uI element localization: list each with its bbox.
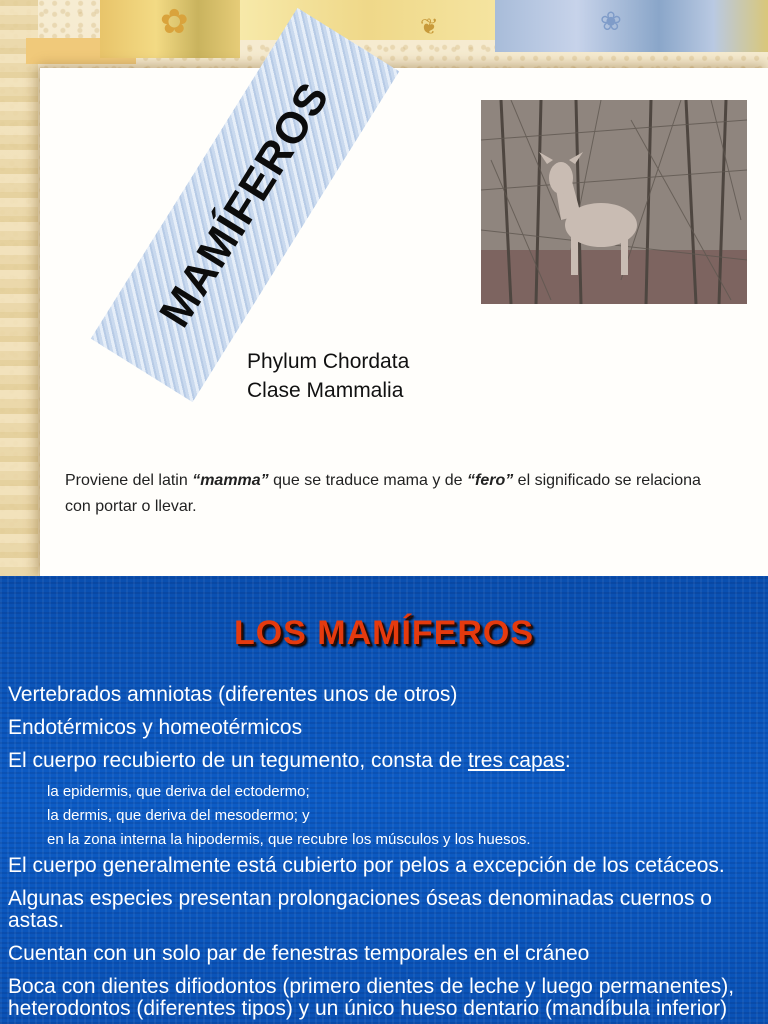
taxonomy-block [247, 347, 409, 405]
paper-border-decoration [0, 0, 38, 576]
bullet-item-skin [8, 750, 763, 772]
bullet-list [8, 684, 763, 1024]
bullet-text: El cuerpo recubierto de un tegumento, consta de [8, 749, 468, 772]
bullet-item: Cuentan con un solo par de fenestras temporales en el cráneo [8, 942, 590, 965]
bullet-item: El cuerpo generalmente está cubierto por pelos a excepción de los cetáceos. [8, 854, 725, 877]
phylum-label: Phylum Chordata [247, 350, 410, 373]
bullet-item: Endotérmicos y homeotérmicos [8, 716, 303, 739]
slide-title: MAMÍFEROS [150, 73, 339, 336]
etymology-part: Proviene del latin [65, 472, 193, 489]
leaf-icon: ✿ [160, 3, 189, 41]
slide-heading: LOS MAMÍFEROS [233, 614, 535, 652]
bullet-item: Vertebrados amniotas (diferentes unos de otros) [8, 683, 458, 706]
sub-bullet-item: la dermis, que deriva del mesodermo; y [47, 807, 310, 824]
latin-term-mamma: “mamma” [192, 472, 269, 489]
tres-capas-link[interactable]: tres capas [467, 749, 565, 772]
decorative-strip [240, 0, 495, 40]
etymology-text [65, 468, 725, 520]
sub-bullet-item: la epidermis, que deriva del ectodermo; [47, 783, 310, 800]
slide-los-mamiferos [0, 576, 768, 1024]
latin-term-fero: “fero” [467, 472, 514, 489]
flower-icon: ❀ [600, 6, 622, 36]
bullet-text: : [564, 749, 571, 772]
sub-bullet-item: en la zona interna la hipodermis, que recubre los músculos y los huesos. [47, 831, 531, 848]
leaf-icon: ❦ [420, 14, 439, 39]
class-label: Clase Mammalia [247, 379, 404, 402]
bullet-item: Boca con dientes difiodontos (primero dientes de leche y luego permanentes), heterodontos (diferentes tipos) y un único hueso dentario (mandíbula inferior) [8, 975, 735, 1020]
etymology-part: que se traduce mama y de [268, 472, 467, 489]
decorative-strip [495, 0, 768, 52]
etymology-part: el significado se relaciona con portar o llevar. [65, 472, 701, 515]
deer-photo [481, 100, 747, 304]
deer-in-forest-image [481, 100, 747, 304]
bullet-item: Algunas especies presentan prolongaciones óseas denominadas cuernos o astas. [8, 887, 712, 932]
